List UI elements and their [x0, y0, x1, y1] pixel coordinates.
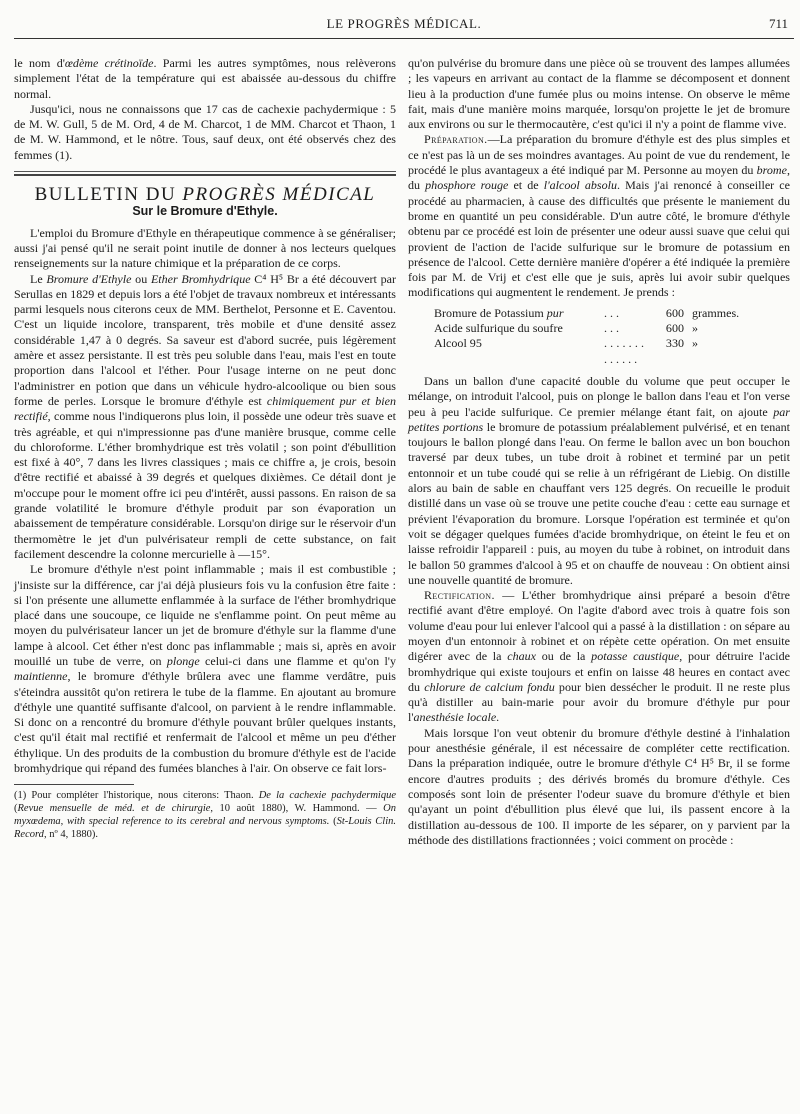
- section-label-preparation: Préparation.: [424, 132, 488, 147]
- text-run: , le bromure d'éthyle brûlera avec une flamme verdâtre, puis s'éteindra aussitôt qu'on retirera le tube de la flamme. En ajoutant au bromure d'éthyle une quantité suffisante d'alcool, on parvient à le rendre inflammable. Si donc on a rencontré du bromure d'éthyle pouvant brûler quelques instants, c'est qu'il était mal rectifié et renfermait de l'alcool et même un peu d'éther éthylique. Un des produits de la combustion du bromure d'éthyle est de l'acide bromhydrique qui répand des fumées blanches à l'air. On observe ce fait lors-: [14, 669, 396, 776]
- intro-paragraph-2: Jusqu'ici, nous ne connaissons que 17 cas de cachexie pachydermique : 5 de M. W. Gull, 5 de M. Ord, 4 de M. Charcot, 1 de MM. Charcot et Thaon, 1 de M. W. Hammond, et le nôtre. Tous, sauf deux, ont été observés chez des femmes (1).: [14, 101, 396, 162]
- recipe-table: [408, 306, 790, 367]
- text-run: , du: [408, 163, 790, 193]
- emphasis: plonge: [166, 653, 200, 668]
- emphasis: Ether Bromhydrique: [150, 271, 251, 286]
- emphasis: brome: [756, 163, 787, 178]
- text-run: (: [329, 816, 337, 828]
- ingredient-unit: »: [692, 321, 699, 336]
- section-label-rectification: Rectification.: [424, 588, 495, 603]
- emphasis: St-Louis Clin. Record: [14, 816, 396, 841]
- bulletin-title-italic: PROGRÈS MÉDICAL: [182, 184, 376, 206]
- text-run: Le: [30, 271, 47, 286]
- bulletin-title-plain: BULLETIN DU: [34, 184, 183, 206]
- ingredient-unit: grammes.: [692, 305, 740, 320]
- text-run: le nom d': [14, 56, 65, 70]
- emphasis: chaux: [507, 649, 537, 664]
- ingredient-name: [434, 336, 604, 367]
- text-run: . Mais j'ai renoncé à conseiller ce procédé au pharmacien, à cause des difficultés que présente le maniement du brome en quantité un peu considérable. D'un autre côté, le bromure d'éthyle obtenu par ce procédé est loin de présenter une odeur aussi suave que celui qui provient de l'action de l'acide sulfurique sur le bromure de potassium en présence de l'alcool. Cette dernière manière d'opérer a été indiquée la première fois par M. de Vrij et c'est elle que je suis, après lui avoir subir quelques modifications qui augmentent le rendement. Je prends :: [408, 178, 790, 300]
- article-subtitle: Sur le Bromure d'Ethyle.: [132, 204, 278, 219]
- text-run: ou de la: [536, 649, 592, 664]
- emphasis: chlorure de calcium fondu: [424, 679, 555, 694]
- footnote: [14, 789, 396, 841]
- preparation-paragraph: [408, 132, 790, 300]
- page-number: 711: [768, 16, 788, 31]
- emphasis: Revue mensuelle de méd. et de chirurgie: [17, 803, 211, 815]
- left-column: [14, 56, 396, 841]
- fractional-distillation-paragraph: Mais lorsque l'on veut obtenir du bromure d'éthyle destiné à l'inhalation pour anesthésie générale, il est nécessaire de compléter cette rectification. Dans la préparation indiquée, outre le bromure d'éthyle C⁴ H⁵ Br, il se forme encore d'autres produits ; des dérivés bromés du bromure d'éthyle. Ces composés sont loin de présenter l'odeur suave du bromure d'éthyle et bien qu'ayant un point d'ébullition plus élevé que lui, ils passent encore à la distillation au-dessous de 100. Il importe de les séparer, on y parvient par la méthode des distillations fractionnées ; voici comment on procède :: [408, 725, 790, 847]
- text-run: Alcool 95: [434, 336, 482, 351]
- running-header: [14, 10, 794, 39]
- emphasis: potasse caustique: [591, 649, 680, 664]
- text-run: pour bien dessécher le produit. Il ne reste plus qu'à distiller au bain-marie pour avoir du bromure d'éthyle pur pour l': [408, 679, 791, 725]
- emphasis: De la cachexie pachydermique: [258, 790, 396, 802]
- section-divider: [14, 169, 396, 179]
- ingredient-name: [434, 306, 604, 321]
- text-run: , nº 4, 1880).: [43, 829, 98, 841]
- text-run: ou: [131, 271, 151, 286]
- emphasis: par petites portions: [408, 404, 790, 434]
- emphasis: Bromure d'Ethyle: [46, 271, 132, 286]
- emphasis: œdème crétinoïde: [64, 56, 154, 70]
- ingredient-name: [434, 321, 604, 336]
- emphasis: l'alcool absolu: [543, 178, 618, 193]
- article-paragraph-1: L'emploi du Bromure d'Ethyle en thérapeutique commence à se généraliser; aussi j'ai pensé qu'il ne serait point inutile de donner à nos lecteurs quelques renseignements sur la nature chimique et la préparation de ce corps.: [14, 225, 396, 271]
- emphasis: chimiquement pur et bien rectifié: [14, 393, 397, 424]
- leader-dots: . . . . . . . . . . . . .: [604, 336, 644, 366]
- text-run: —La préparation du bromure d'éthyle est des plus simples et ce n'est pas là un de ses moindres avantages. Au point de vue du rendement, le procédé le plus avantageux a été indiqué par M. Personne au moyen du: [408, 132, 790, 178]
- text-run: Acide sulfurique du soufre: [434, 321, 563, 336]
- text-run: . Parmi les autres symptômes, nous relèverons simplement l'état de la température qui est abaissée au-dessous du chiffre normal.: [14, 56, 396, 101]
- intro-paragraph-1: [14, 56, 396, 102]
- text-run: C⁴ H⁵ Br a été découvert par Serullas en 1829 et depuis lors a été l'objet de travaux nombreux et intéressants parmi lesquels nous citerons ceux de MM. Berthelot, Personne et E. Caventou. C'est un liquide incolore, transparent, très mobile et d'une densité assez considérable 1,47 à 0 degrés. Sa saveur est d'abord sucrée, puis légèrement amère et assez persistante. Il est très peu soluble dans l'eau, mais l'est en toute proportion dans l'alcool et l'éther. Pour l'usage interne on ne peut donc l'administrer en potion que dans un véhicule hydro-alcoolique ou bien sous forme de perles. Lorsque le bromure d'éthyle est: [14, 271, 396, 408]
- recipe-row: [408, 336, 790, 367]
- text-run: Bromure de Potassium: [434, 305, 547, 320]
- footnote-divider: [14, 784, 134, 785]
- recipe-row: [408, 306, 790, 321]
- ingredient-quantity: 330: [665, 336, 684, 351]
- emphasis: maintienne: [14, 669, 68, 684]
- text-run: .: [496, 710, 500, 725]
- article-paragraph-3: [14, 562, 396, 776]
- emphasis: On myxœdema, with special reference to its cerebral and nervous symptoms.: [14, 803, 396, 828]
- text-run: — L'éther bromhydrique ainsi préparé a besoin d'être rectifié avant d'être employé. On l'agite d'abord avec trois à quatre fois son volume d'eau pour lui enlever l'alcool qui a passé à la distillation : on sépare au moyen d'un entonnoir à robinet et on répète cette opération. On met ensuite digérer avec de la: [408, 588, 790, 664]
- emphasis: phosphore rouge: [425, 178, 509, 193]
- continued-paragraph: qu'on pulvérise du bromure dans une pièce où se trouvent des lampes allumées ; les vapeurs en arrivant au contact de la flamme se décomposent et donnent lieu à la production d'une fumée plus ou moins intense. On observe le même fait, mais d'une manière moins marquée, lorsqu'on projette le jet de bromure aux environs ou sur le thermocautère, c'est qu'ici il n'y a point de flamme vive.: [408, 56, 790, 132]
- text-run: (: [14, 803, 18, 815]
- text-run: , 10 août 1880), W. Hammond. —: [210, 803, 384, 815]
- text-run: Dans un ballon d'une capacité double du volume que peut occuper le mélange, on introduit l'alcool, puis on plonge le ballon dans l'eau et l'on verse peu à peu l'acide sulfurique. Ce premier mélange étant fait, on ajoute: [408, 373, 790, 419]
- text-run: le bromure de potassium préalablement pulvérisé, et en tenant toujours le ballon plongé dans l'eau. On ferme le ballon avec un bon bouchon traversé par deux tubes, un tube droit à robinet et terminé par un petit entonnoir et un tube coudé qui se relie à un réfrigérant de Liebig. On distille alors au bain de sable en chauffant vers 125 degrés. On recueille le produit distillé dans un vase où se trouve une petite couche d'eau : cette eau surnage et prévient l'évaporation du bromure. Lorsque l'opération est terminée et qu'on voit se dégager quelques fumées d'acide bromhydrique, on éteint le feu et on laisse refroidir l'appareil : puis, au moyen du tube à robinet, on introduit dans le ballon 50 grammes d'alcool à 95 et on chauffe de nouveau : On obtient ainsi une nouvelle quantité de bromure.: [408, 419, 790, 587]
- emphasis: anesthésie locale: [413, 710, 497, 725]
- text-run: Le bromure d'éthyle n'est point inflammable ; mais il est combustible ; j'insiste sur la différence, car j'ai déjà plusieurs fois vu la confusion être faite : si l'on présente une allumette enflammée à la surface de l'éther bromhydrique placé dans une soucoupe, ce liquide ne s'enflamme point. On peut même au moyen du pulvérisateur lancer un jet de bromure d'éthyle sur la flamme d'une lampe à alcool. Cet éther n'est donc pas inflammable ; mais si, après en avoir mouillé un tube de verre, on: [14, 562, 396, 668]
- article-paragraph-2: [14, 272, 396, 563]
- text-run: , comme nous l'indiquerons plus loin, il possède une odeur très suave et très agréable, et qui n'impressionne pas d'une manière brusque, comme celle du chloroforme. L'éther bromhydrique est très volatil ; son point d'ébullition est fixé à 40°, 7 dans les livres classiques ; mais ce chiffre a, je crois, besoin d'être rectifié et abaissé à 39 degrés et quelques dixièmes. Ce détail dont je m'occupe pour le moment offre ici peu d'intérêt, aussi passons. En raison de sa grande volatilité le bromure d'éthyle produit par son évaporation un abaissement de température considérable. Lorsqu'on dirige sur le réservoir d'un thermomètre le jet d'un pulvérisateur rempli de cette substance, on fait facilement descendre la colonne mercurielle à —15°.: [14, 409, 396, 561]
- text-run: (1) Pour compléter l'historique, nous citerons: Thaon.: [14, 790, 259, 802]
- leader-dots: . . .: [604, 305, 620, 320]
- emphasis: pur: [546, 305, 564, 320]
- rectification-paragraph: [408, 588, 790, 726]
- recipe-row: [408, 321, 790, 336]
- ingredient-quantity: 600: [665, 321, 684, 336]
- right-column: [408, 56, 790, 848]
- page: [14, 10, 794, 1110]
- journal-title: LE PROGRÈS MÉDICAL.: [326, 16, 482, 31]
- text-run: , pour détruire l'acide bromhydrique qui existe toujours et enfin on laisse 48 heures en contact avec du: [408, 649, 790, 694]
- ingredient-quantity: 600: [665, 305, 684, 320]
- leader-dots: . . .: [604, 321, 620, 336]
- procedure-paragraph: [408, 374, 790, 588]
- ingredient-unit: »: [692, 336, 699, 351]
- bulletin-title: [14, 184, 396, 206]
- text-run: celui-ci dans une flamme et qu'on l'y: [199, 653, 397, 668]
- text-run: et de: [508, 178, 544, 193]
